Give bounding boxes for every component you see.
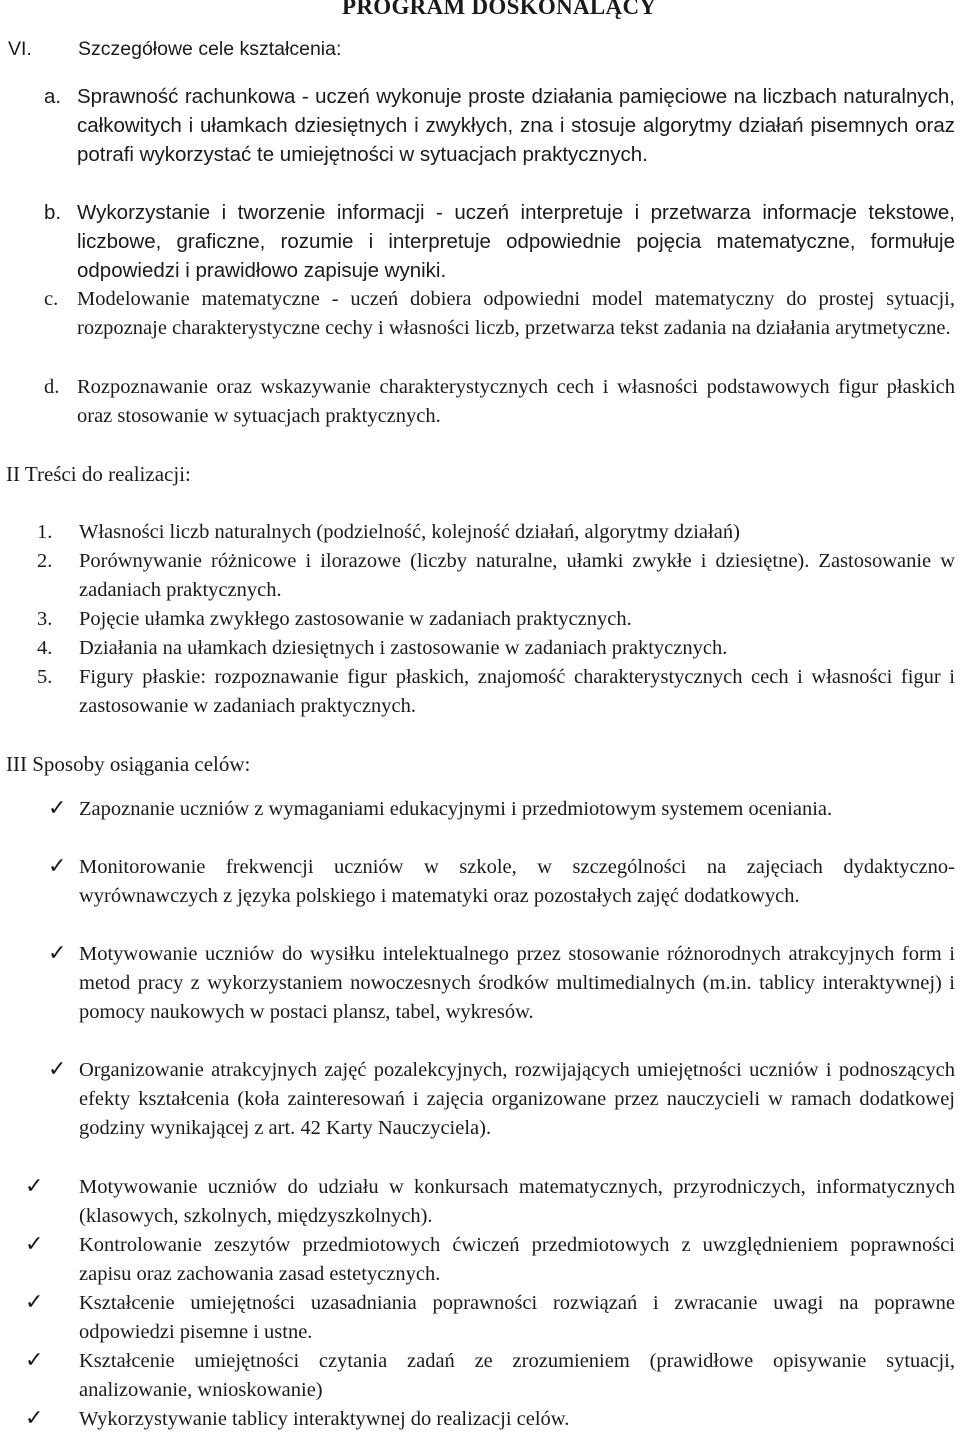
goal-item [44,285,955,343]
method-item [48,853,955,911]
method-item [48,795,955,824]
content-marker: 5. [37,666,53,688]
method-text: Kontrolowanie zeszytów przedmiotowych ćwiczeń przedmiotowych z uwzględnieniem poprawności zapisu oraz zachowania zasad estetycznych. [79,1234,955,1285]
goal-marker: c. [44,288,59,310]
checkmark-icon: ✓ [25,1406,44,1431]
method-text: Organizowanie atrakcyjnych zajęć pozalekcyjnych, rozwijających umiejętności uczniów i podnoszących efekty kształcenia (koła zainteresowań i zajęcia organizowane przez nauczycieli w ramach dodatkowej godziny wynikającej z art. 42 Karty Nauczyciela). [79,1059,955,1139]
goal-text: Wykorzystanie i tworzenie informacji - uczeń interpretuje i przetwarza informacje tekstowe, liczbowe, graficzne, rozumie i interpretuje odpowiednie pojęcia matematyczne, formułuje odpowiedzi i prawidłowo zapisuje wyniki. [77,201,955,282]
section-iii-heading: III Sposoby osiągania celów: [6,752,251,776]
method-item [48,1056,955,1143]
program-title: PROGRAM DOSKONALĄCY [342,0,657,19]
method-item [25,1173,955,1231]
checkmark-icon: ✓ [48,796,67,821]
goal-text: Modelowanie matematyczne - uczeń dobiera odpowiedni model matematyczny do prostej sytuacji, rozpoznaje charakterystyczne cechy i własności liczb, przetwarza tekst zadania na działania arytmetyczne. [77,288,955,339]
method-text: Wykorzystywanie tablicy interaktywnej do realizacji celów. [79,1408,570,1430]
checkmark-icon: ✓ [25,1290,44,1315]
goal-marker: a. [44,85,62,108]
content-item [37,663,955,721]
content-marker: 2. [37,550,53,572]
checkmark-icon: ✓ [25,1232,44,1257]
content-text: Porównywanie różnicowe i ilorazowe (liczby naturalne, ułamki zwykłe i dziesiętne). Zastosowanie w zadaniach praktycznych. [79,550,955,601]
checkmark-icon: ✓ [48,1057,67,1082]
method-text: Kształcenie umiejętności czytania zadań ze zrozumieniem (prawidłowe opisywanie sytuacji, analizowanie, wnioskowanie) [79,1350,955,1401]
checkmark-icon: ✓ [48,854,67,879]
content-text: Pojęcie ułamka zwykłego zastosowanie w zadaniach praktycznych. [79,608,632,630]
section-ii-heading: II Treści do realizacji: [6,462,191,486]
checkmark-icon: ✓ [48,941,67,966]
checkmark-icon: ✓ [25,1348,44,1373]
content-item [37,518,955,547]
method-item [48,940,955,1027]
method-text: Kształcenie umiejętności uzasadniania poprawności rozwiązań i zwracanie uwagi na poprawne odpowiedzi pisemne i ustne. [79,1292,955,1343]
goal-text: Sprawność rachunkowa - uczeń wykonuje proste działania pamięciowe na liczbach naturalnych, całkowitych i ułamkach dziesiętnych i zwykłych, zna i stosuje algorytmy działań pisemnych oraz potrafi wykorzystać te umiejętności w sytuacjach praktycznych. [77,85,955,166]
section-vi-title: Szczegółowe cele kształcenia: [78,38,342,60]
content-marker: 1. [37,521,53,543]
content-text: Działania na ułamkach dziesiętnych i zastosowanie w zadaniach praktycznych. [79,637,728,659]
goal-item [44,198,955,285]
goal-marker: d. [44,376,60,398]
method-text: Motywowanie uczniów do wysiłku intelektualnego przez stosowanie różnorodnych atrakcyjnych form i metod pracy z wykorzystaniem nowoczesnych środków multimedialnych (m.in. tablicy interaktywnej) i pomocy naukowych w postaci plansz, tabel, wykresów. [79,943,955,1023]
method-text: Zapoznanie uczniów z wymaganiami edukacyjnymi i przedmiotowym systemem oceniania. [79,798,833,820]
checkmark-icon: ✓ [25,1174,44,1199]
content-marker: 3. [37,608,53,630]
goal-marker: b. [44,201,62,224]
method-text: Monitorowanie frekwencji uczniów w szkole, w szczególności na zajęciach dydaktyczno-wyrównawczych z języka polskiego i matematyki oraz pozostałych zajęć dodatkowych. [79,856,955,907]
section-vi-heading [8,38,341,61]
content-marker: 4. [37,637,53,659]
goal-item [44,82,955,169]
section-vi-number: VI. [8,38,32,60]
content-item [37,634,955,663]
content-text: Własności liczb naturalnych (podzielność, kolejność działań, algorytmy działań) [79,521,740,543]
method-item [25,1289,955,1347]
method-item [25,1405,955,1434]
content-item [37,605,955,634]
method-item [25,1347,955,1405]
goal-text: Rozpoznawanie oraz wskazywanie charakterystycznych cech i własności podstawowych figur płaskich oraz stosowanie w sytuacjach praktycznych. [77,376,955,427]
method-item [25,1231,955,1289]
method-text: Motywowanie uczniów do udziału w konkursach matematycznych, przyrodniczych, informatycznych (klasowych, szkolnych, międzyszkolnych). [79,1176,955,1227]
content-text: Figury płaskie: rozpoznawanie figur płaskich, znajomość charakterystycznych cech i własności figur i zastosowanie w zadaniach praktycznych. [79,666,955,717]
goal-item [44,373,955,431]
content-item [37,547,955,605]
